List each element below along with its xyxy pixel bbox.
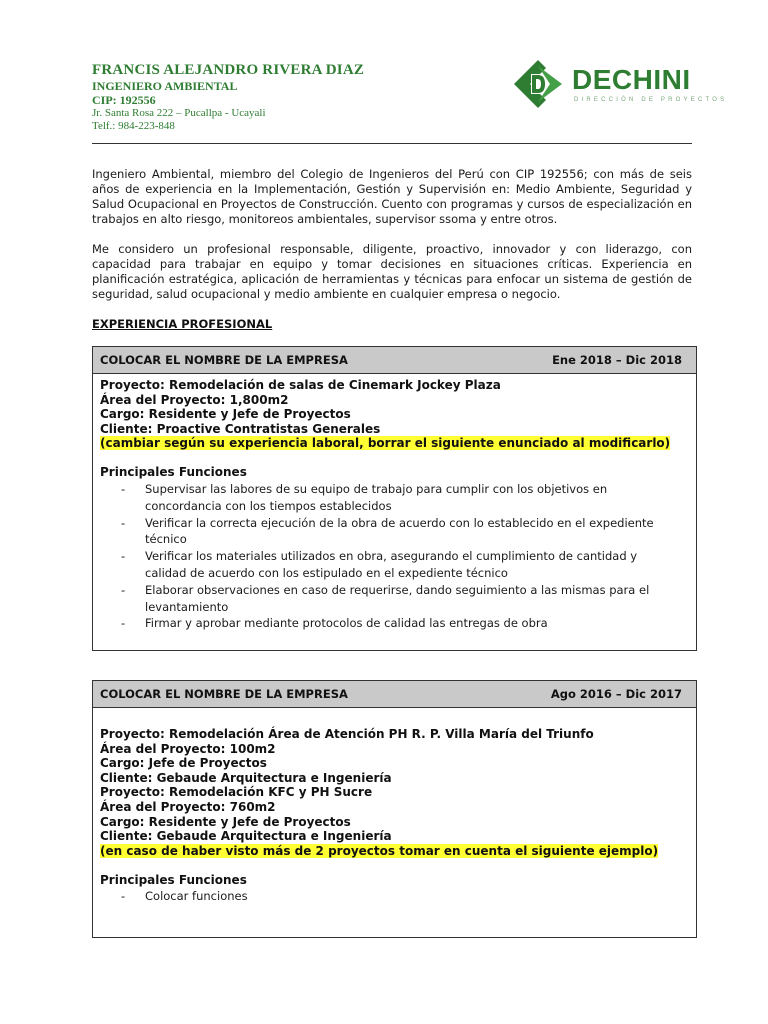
- bullet-dash: -: [121, 515, 126, 530]
- function-text: Colocar funciones: [145, 889, 248, 903]
- experience-dates: Ago 2016 – Dic 2017: [550, 687, 682, 701]
- candidate-name: FRANCIS ALEJANDRO RIVERA DIAZ: [92, 62, 365, 78]
- functions-title: Principales Funciones: [100, 873, 247, 887]
- candidate-profession: INGENIERO AMBIENTAL: [92, 79, 238, 93]
- list-item: [93, 515, 693, 549]
- bullet-dash: -: [121, 582, 126, 597]
- project-line: Área del Proyecto: 760m2: [100, 799, 276, 814]
- list-item: [93, 548, 693, 582]
- highlighted-note: (en caso de haber visto más de 2 proyectos tomar en cuenta el siguiente ejemplo): [100, 843, 659, 858]
- list-item: [93, 481, 693, 515]
- candidate-address: Jr. Santa Rosa 222 – Pucallpa - Ucayali: [92, 107, 266, 119]
- functions-title: Principales Funciones: [100, 465, 247, 479]
- bullet-dash: -: [121, 482, 126, 496]
- function-text: Verificar los materiales utilizados en obra, asegurando el cumplimiento de cantidad y calidad de acuerdo con los estipulado en el expediente técnico: [145, 549, 638, 580]
- list-item: [93, 615, 693, 632]
- experience-card: [92, 680, 697, 938]
- logo-tagline: DIRECCIÓN DE PROYECTOS: [574, 97, 728, 103]
- header-divider: [92, 143, 692, 144]
- bullet-dash: -: [121, 616, 126, 631]
- summary-paragraph-2: Me considero un profesional responsable, diligente, proactivo, innovador y con liderazgo, con capacidad para trabajar en equipo y tomar decisiones en situaciones críticas. Experiencia en planificación estratégica, aplicación de herramientas y técnicas para enfocar un sistema de gestión de seguridad, salud ocupacional y medio ambiente en cualquier empresa o negocio.: [92, 242, 692, 301]
- function-text: Elaborar observaciones en caso de requerirse, dando seguimiento a las mismas para el levantamiento: [145, 582, 650, 614]
- list-item: [93, 582, 693, 616]
- experience-card: [92, 346, 697, 651]
- project-line: Cliente: Proactive Contratistas Generales: [100, 421, 381, 436]
- bullet-dash: -: [121, 889, 126, 903]
- summary-paragraph-1: Ingeniero Ambiental, miembro del Colegio de Ingenieros del Perú con CIP 192556; con más de seis años de experiencia en la Implementación, Gestión y Supervisión en: Medio Ambiente, Seguridad y Salud Ocupacional en Proyectos de Construcción. Cuento con programas y cursos de especialización en trabajos en alto riesgo, monitoreos ambientales, supervisor ssoma y entre otros.: [92, 167, 692, 226]
- project-line: Cargo: Residente y Jefe de Proyectos: [100, 407, 351, 422]
- project-line: Proyecto: Remodelación Área de Atención PH R. P. Villa María del Triunfo: [100, 727, 594, 741]
- project-line: Cargo: Jefe de Proyectos: [100, 756, 267, 771]
- function-text: Firmar y aprobar mediante protocolos de calidad las entregas de obra: [145, 616, 548, 631]
- list-item: [93, 888, 693, 905]
- function-text: Verificar la correcta ejecución de la obra de acuerdo con lo establecido en el expediente técnico: [145, 515, 654, 547]
- project-line: Proyecto: Remodelación KFC y PH Sucre: [100, 785, 373, 800]
- functions-list: [93, 888, 693, 905]
- company-name: COLOCAR EL NOMBRE DE LA EMPRESA: [100, 687, 348, 701]
- logo-wordmark: DECHINI: [572, 64, 691, 95]
- project-line: Área del Proyecto: 100m2: [100, 741, 276, 756]
- company-name: COLOCAR EL NOMBRE DE LA EMPRESA: [100, 353, 348, 367]
- candidate-cip: CIP: 192556: [92, 93, 156, 107]
- project-line: Cliente: Gebaude Arquitectura e Ingeniería: [100, 829, 392, 844]
- project-line: Área del Proyecto: 1,800m2: [100, 392, 289, 407]
- project-line: Cliente: Gebaude Arquitectura e Ingeniería: [100, 770, 392, 785]
- project-line: Cargo: Residente y Jefe de Proyectos: [100, 814, 351, 829]
- candidate-phone: Telf.: 984-223-848: [92, 120, 175, 132]
- experience-dates: Ene 2018 – Dic 2018: [552, 353, 682, 367]
- highlighted-note: (cambiar según su experiencia laboral, borrar el siguiente enunciado al modificarlo): [100, 436, 671, 451]
- project-details: [100, 727, 658, 858]
- functions-list: [93, 481, 693, 632]
- experience-header: [93, 347, 696, 374]
- function-text: Supervisar las labores de su equipo de trabajo para cumplir con los objetivos en concordancia con los tiempos establecidos: [145, 482, 608, 513]
- experience-header: [93, 681, 696, 708]
- section-title-experience: EXPERIENCIA PROFESIONAL: [92, 317, 273, 331]
- bullet-dash: -: [121, 549, 126, 564]
- project-line: Proyecto: Remodelación de salas de Cinemark Jockey Plaza: [100, 378, 501, 392]
- project-details: [100, 378, 670, 451]
